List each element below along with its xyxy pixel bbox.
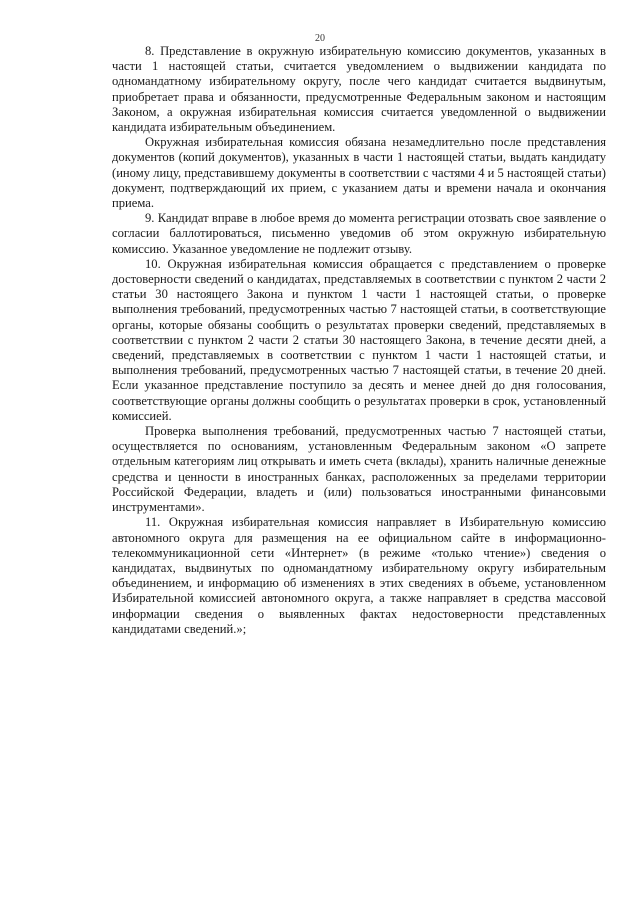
paragraph-8-continuation: Окружная избирательная комиссия обязана незамедлительно после представления документов (копий документов), указанных в части 1 настоящей статьи, выдать кандидату (иному лицу, представившему документы в соответствии с частями 4 и 5 настоящей статьи) документ, подтверждающий их прием, с указанием даты и времени начала и окончания приема. — [112, 135, 606, 211]
paragraph-10-continuation: Проверка выполнения требований, предусмотренных частью 7 настоящей статьи, осуществляется по основаниям, установленным Федеральным законом «О запрете отдельным категориям лиц открывать и иметь счета (вклады), хранить наличные денежные средства и ценности в иностранных банках, расположенных за пределами территории Российской Федерации, владеть и (или) пользоваться иностранными финансовыми инструментами». — [112, 424, 606, 515]
paragraph-9: 9. Кандидат вправе в любое время до момента регистрации отозвать свое заявление о согласии баллотироваться, письменно уведомив об этом окружную избирательную комиссию. Указанное уведомление не подлежит отзыву. — [112, 211, 606, 256]
paragraph-10: 10. Окружная избирательная комиссия обращается с представлением о проверке достоверности сведений о кандидатах, представляемых в соответствии с пунктом 2 части 2 статьи 30 настоящего Закона и пунктом 1 части 1 настоящей статьи, о проверке выполнения требований, предусмотренных частью 7 настоящей статьи, в соответствующие органы, которые обязаны сообщить о результатах проверки сведений, представляемых в соответствии с пунктом 2 части 2 статьи 30 настоящего Закона, в течение десяти дней, а сведений, представляемых в соответствии с пунктом 1 части 1 настоящей статьи, и выполнения требований, предусмотренных частью 7 настоящей статьи, в течение 20 дней. Если указанное представление поступило за десять и менее дней до дня голосования, соответствующие органы должны сообщить о результатах проверки в срок, установленный комиссией. — [112, 256, 606, 423]
paragraph-8: 8. Представление в окружную избирательную комиссию документов, указанных в части 1 настоящей статьи, считается уведомлением о выдвижении кандидата по одномандатному избирательному округу, после чего кандидат считается выдвинутым, приобретает права и обязанности, предусмотренные Федеральным законом и настоящим Законом, а окружная избирательная комиссия считается уведомленной о выдвижении кандидата избирательным объединением. — [112, 44, 606, 135]
document-body — [112, 44, 606, 637]
paragraph-11: 11. Окружная избирательная комиссия направляет в Избирательную комиссию автономного округа для размещения на ее официальном сайте в информационно-телекоммуникационной сети «Интернет» (в режиме «только чтение») сведения о кандидатах, выдвинутых по одномандатному избирательному округу избирательным объединением, и информацию об изменениях в этих сведениях в объеме, установленном Избирательной комиссией автономного округа, а также направляет в средства массовой информации сведения о выявленных фактах недостоверности представленных кандидатами сведений.»; — [112, 515, 606, 636]
page-number: 20 — [315, 33, 325, 44]
